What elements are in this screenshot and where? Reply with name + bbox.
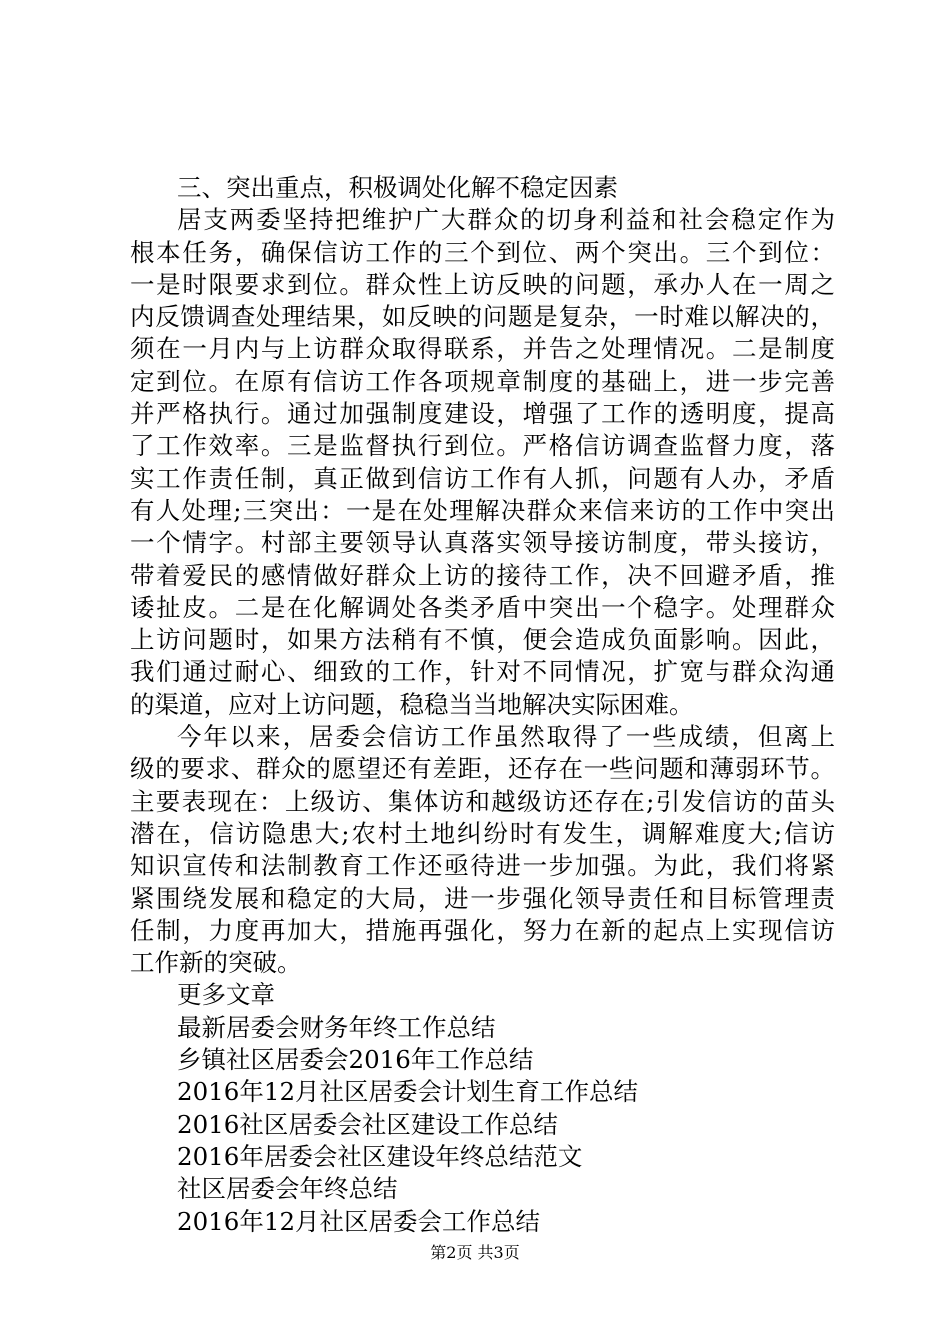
article-link[interactable]: 乡镇社区居委会2016年工作总结 <box>177 1045 534 1075</box>
paragraph-1-line: 实工作责任制，真正做到信访工作有人抓，问题有人办，矛盾 <box>130 463 835 493</box>
paragraph-1-line: 的渠道，应对上访问题，稳稳当当地解决实际困难。 <box>130 689 694 719</box>
paragraph-2-line: 知识宣传和法制教育工作还亟待进一步加强。为此，我们将紧 <box>130 851 835 881</box>
paragraph-2-line: 任制，力度再加大，措施再强化，努力在新的起点上实现信访 <box>130 915 835 945</box>
paragraph-1-line: 一个情字。村部主要领导认真落实领导接访制度，带头接访， <box>130 528 835 558</box>
article-link[interactable]: 2016社区居委会社区建设工作总结 <box>177 1109 558 1139</box>
paragraph-2 <box>130 721 835 979</box>
paragraph-2-line: 主要表现在：上级访、集体访和越级访还存在;引发信访的苗头 <box>130 786 835 816</box>
page-number-footer: 第2页 共3页 <box>430 1243 520 1262</box>
document-body <box>130 172 835 1238</box>
paragraph-1-line: 诿扯皮。二是在化解调处各类矛盾中突出一个稳字。处理群众 <box>130 592 835 622</box>
paragraph-2-line: 潜在，信访隐患大;农村土地纠纷时有发生，调解难度大;信访 <box>130 818 835 848</box>
paragraph-1-line: 一是时限要求到位。群众性上访反映的问题，承办人在一周之 <box>130 269 835 299</box>
paragraph-1-line: 带着爱民的感情做好群众上访的接待工作，决不回避矛盾，推 <box>130 560 835 590</box>
article-link[interactable]: 2016年居委会社区建设年终总结范文 <box>177 1141 583 1171</box>
article-link[interactable]: 2016年12月社区居委会工作总结 <box>177 1206 541 1236</box>
more-articles-list <box>130 1012 835 1238</box>
more-articles-label: 更多文章 <box>177 980 275 1010</box>
paragraph-2-line: 今年以来，居委会信访工作虽然取得了一些成绩，但离上 <box>177 722 835 752</box>
section-heading: 三、突出重点，积极调处化解不稳定因素 <box>177 173 618 202</box>
paragraph-2-line: 工作新的突破。 <box>130 948 302 978</box>
paragraph-2-line: 紧围绕发展和稳定的大局，进一步强化领导责任和目标管理责 <box>130 883 835 913</box>
paragraph-1-line: 有人处理;三突出：一是在处理解决群众来信来访的工作中突出 <box>130 495 835 525</box>
paragraph-1-line: 并严格执行。通过加强制度建设，增强了工作的透明度，提高 <box>130 399 835 429</box>
article-link[interactable]: 社区居委会年终总结 <box>177 1174 398 1204</box>
paragraph-1-line: 内反馈调查处理结果，如反映的问题是复杂，一时难以解决的， <box>130 302 835 332</box>
paragraph-1-line: 居支两委坚持把维护广大群众的切身利益和社会稳定作为 <box>177 205 835 235</box>
paragraph-1-line: 定到位。在原有信访工作各项规章制度的基础上，进一步完善 <box>130 366 835 396</box>
paragraph-2-line: 级的要求、群众的愿望还有差距，还存在一些问题和薄弱环节。 <box>130 754 835 784</box>
paragraph-1-line: 我们通过耐心、细致的工作，针对不同情况，扩宽与群众沟通 <box>130 657 835 687</box>
article-link[interactable]: 2016年12月社区居委会计划生育工作总结 <box>177 1077 639 1107</box>
article-link[interactable]: 最新居委会财务年终工作总结 <box>177 1012 496 1042</box>
paragraph-1-line: 根本任务，确保信访工作的三个到位、两个突出。三个到位： <box>130 237 835 267</box>
paragraph-1-line: 须在一月内与上访群众取得联系，并告之处理情况。二是制度 <box>130 334 835 364</box>
paragraph-1 <box>130 204 835 721</box>
paragraph-1-line: 上访问题时，如果方法稍有不慎，便会造成负面影响。因此， <box>130 625 835 655</box>
paragraph-1-line: 了工作效率。三是监督执行到位。严格信访调查监督力度，落 <box>130 431 835 461</box>
